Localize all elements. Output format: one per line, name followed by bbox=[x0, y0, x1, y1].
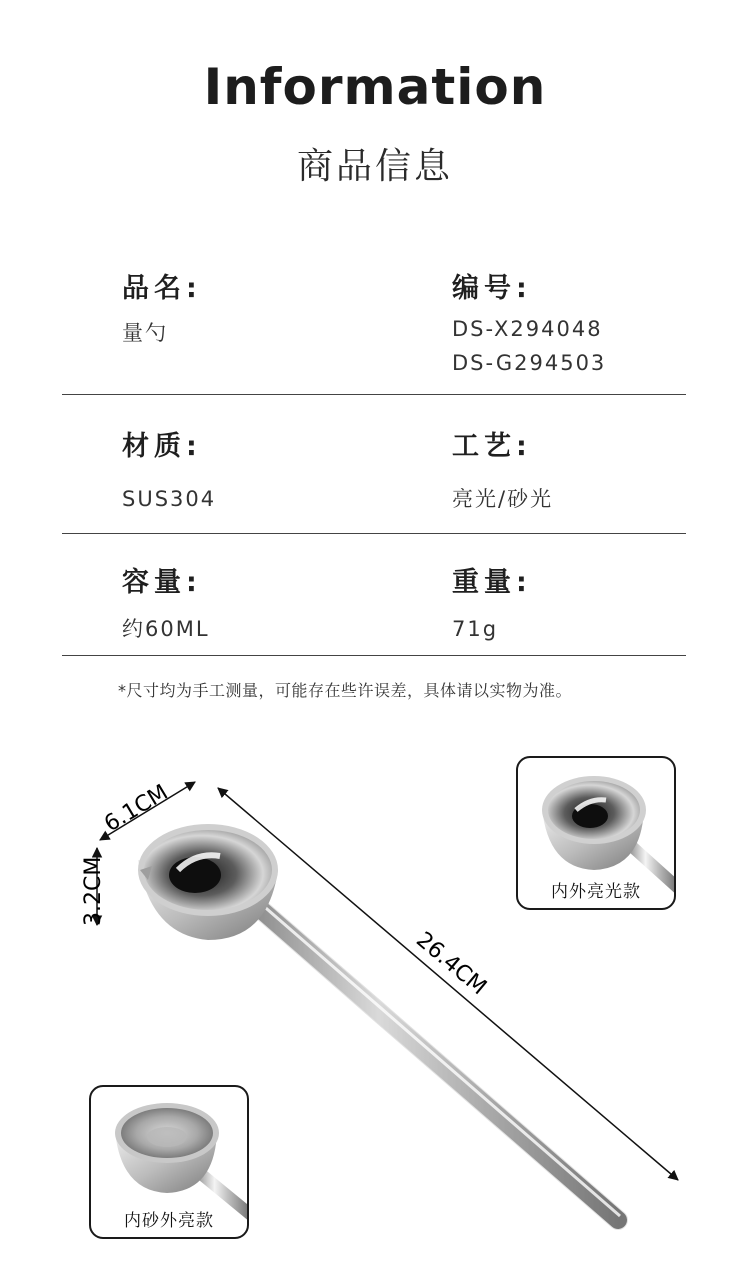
material-label: 材质: bbox=[122, 431, 202, 462]
weight-value: 71g bbox=[452, 617, 499, 641]
name-label: 品名: bbox=[122, 273, 202, 304]
weight-label: 重量: bbox=[452, 567, 532, 598]
craft-value: 亮光/砂光 bbox=[452, 487, 554, 511]
variant-glossy-card bbox=[516, 756, 676, 910]
code-value-1: DS-X294048 bbox=[452, 317, 603, 341]
spoon-bowl bbox=[138, 824, 278, 940]
variant-matte-card bbox=[89, 1085, 249, 1239]
variant-matte-label: 内砂外亮款 bbox=[124, 1211, 214, 1231]
measurement-note: *尺寸均为手工测量，可能存在些许误差，具体请以实物为准。 bbox=[118, 681, 573, 700]
title-english: Information bbox=[203, 58, 547, 116]
divider-3 bbox=[62, 655, 686, 656]
code-label: 编号: bbox=[452, 273, 532, 304]
material-value: SUS304 bbox=[122, 487, 217, 511]
name-value: 量勺 bbox=[122, 321, 168, 345]
code-value-2: DS-G294503 bbox=[452, 351, 607, 375]
title-chinese: 商品信息 bbox=[296, 146, 453, 187]
capacity-label: 容量: bbox=[122, 567, 202, 598]
variant-glossy-label: 内外亮光款 bbox=[551, 882, 641, 902]
divider-2 bbox=[62, 533, 686, 534]
capacity-value: 约60ML bbox=[122, 617, 210, 641]
height-label: 3.2CM bbox=[81, 856, 106, 926]
craft-label: 工艺: bbox=[452, 431, 532, 462]
diameter-label: 6.1CM bbox=[100, 779, 173, 838]
length-label: 26.4CM bbox=[411, 927, 492, 1001]
divider-1 bbox=[62, 394, 686, 395]
